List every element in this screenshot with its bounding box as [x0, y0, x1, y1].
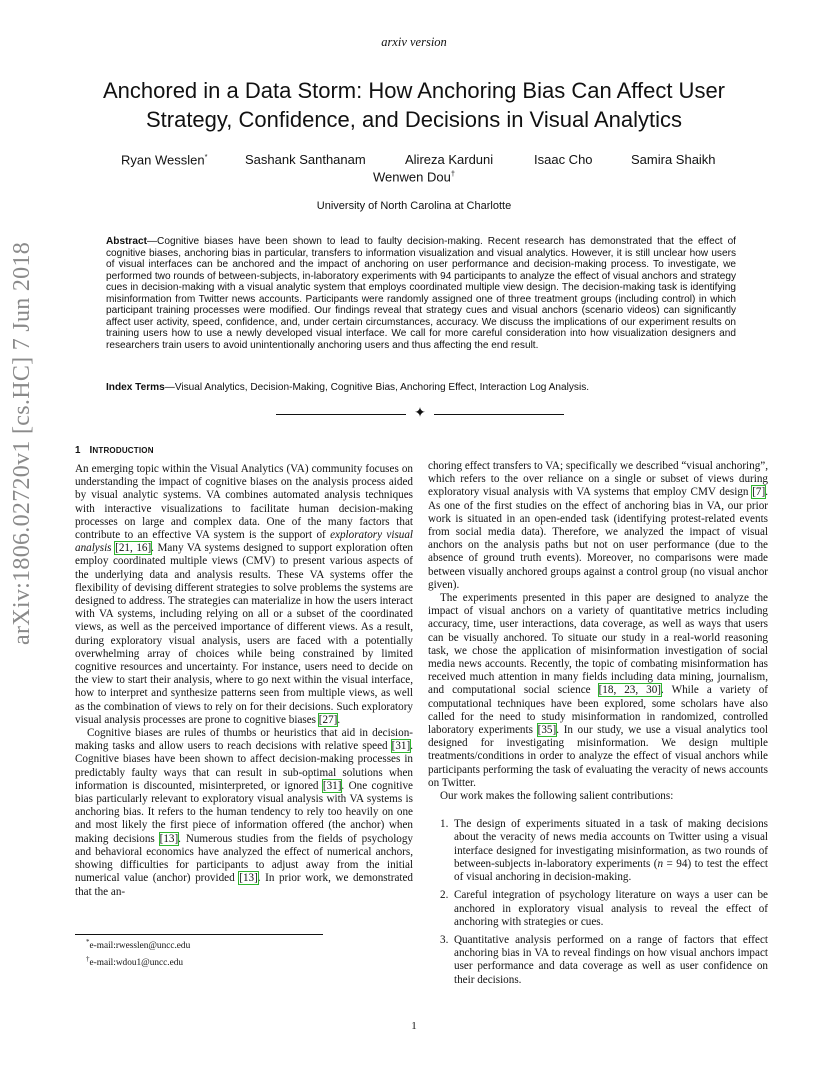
affiliation: University of North Carolina at Charlotte — [316, 200, 512, 212]
citation-link[interactable]: [31] — [322, 779, 342, 792]
divider-line — [434, 414, 564, 415]
section-heading: 1 INTRODUCTION — [75, 445, 154, 456]
citation-link[interactable]: [35] — [537, 724, 557, 737]
page-number: 1 — [411, 1020, 417, 1032]
running-header: arxiv version — [381, 35, 447, 49]
author-name: Wenwen Dou† — [373, 169, 455, 185]
footnotes — [86, 936, 190, 970]
left-column — [75, 463, 413, 899]
contributions-list — [428, 818, 768, 986]
footnote-separator — [75, 934, 323, 935]
citation-link[interactable]: [7] — [752, 486, 766, 499]
citation-link[interactable]: [31] — [391, 740, 411, 753]
divider-line — [276, 414, 406, 415]
author-name: Ryan Wesslen* — [121, 152, 208, 168]
list-item: 2. Careful integration of psychology literature on ways a user can be anchored in exploratory visual analysis to reveal the effect of anchoring with strategies or cues. — [440, 889, 768, 928]
divider-ornament-icon: ✦ — [414, 406, 426, 421]
author-name: Isaac Cho — [534, 152, 593, 167]
arxiv-identifier-stamp: arXiv:1806.02720v1 [cs.HC] 7 Jun 2018 — [9, 241, 35, 645]
abstract — [106, 236, 736, 351]
list-item: 1. The design of experiments situated in a task of making decisions about the veracity of news media accounts on Twitter using a visual interface designed for investigating misinformation, as two rounds of between-subjects in-laboratory experiments (n = 94) to test the effect of visual anchoring in decision-making. — [440, 818, 768, 884]
paragraph: Cognitive biases are rules of thumbs or heuristics that aid in decision-making tasks and allow users to reach decisions with relative speed [31]. Cognitive biases have been shown to affect decision-making processes in predictably faulty ways that can result in sub-optimal solutions when information is discounted, misinterpreted, or ignored [31]. One cognitive bias particularly relevant to exploratory visual analysis with VA systems is anchoring bias. It refers to the human tendency to rely too heavily on one and most likely the first piece of information offered (the anchor) when making decisions [13]. Numerous studies from the fields of psychology and behavioral economics have analyzed the effect of numerical anchors, showing difficulties for participants to adjust away from the initial numerical value (anchor) provided [13]. In prior work, we demonstrated that the an- — [75, 727, 413, 898]
citation-link[interactable]: [27] — [318, 713, 338, 726]
index-terms-text: —Visual Analytics, Decision-Making, Cognitive Bias, Anchoring Effect, Interaction Log Analysis. — [164, 382, 590, 393]
paragraph: An emerging topic within the Visual Analytics (VA) community focuses on understanding the impact of cognitive biases on the analysis process aided by visual analytic systems. VA combines automated analysis techniques with interactive visualizations to facilitate human decision-making processes on large and complex data. One of the many factors that contribute to an effective VA system is the support of exploratory visual analysis [21, 16]. Many VA systems designed to support exploration often employ coordinated multiple views (CMV) to present various aspects of the underlying data and analysis results. These VA systems offer the flexibility of devising different strategies to solve problems the systems are designed to address. The strategies can materialize in how the users interact with VA systems, including relying on all or a subset of the coordinated views, as well as the perceived importance of different views. As a result, during exploratory visual analysis, users are faced with a potentially overwhelming array of choices while being constrained by limited cognitive resources and uncertainty. For instance, users need to decide on the view to start their analysis, where to go next within the visual interface, how to interpret and synthesize patterns seen from multiple views, as well as the combination of views to rely on for their decisions. Such exploratory visual analysis processes are prone to cognitive biases [27]. — [75, 463, 414, 726]
citation-link[interactable]: [13] — [159, 832, 179, 845]
paragraph: Our work makes the following salient contributions: — [440, 790, 674, 803]
footnote-mark: † — [450, 169, 455, 178]
list-item: 3. Quantitative analysis performed on a range of factors that effect anchoring bias in VA to reveal findings on how visual anchors impact user performance and data coverage as well as user confidence on their decisions. — [440, 933, 768, 986]
right-column — [428, 460, 768, 992]
author-name: Sashank Santhanam — [245, 152, 366, 167]
citation-link[interactable]: [21, 16] — [115, 542, 152, 555]
paragraph: The experiments presented in this paper are designed to analyze the impact of visual anchors on a variety of quantitative metrics including accuracy, time, user interactions, data coverage, as well as ways that users can be visually anchored. To situate our study in a real-world reasoning task, we chose the application of misinformation investigation of social media news accounts. Recently, the topic of combating misinformation has received much attention in many fields including data mining, journalism, and computational social science [18, 23, 30]. While a variety of computational techniques have been explored, some scholars have also called for the need to study misinformation in randomized, controlled laboratory experiments [35]. In our study, we use a visual analytics tool designed for investigating misinformation. We design multiple treatments/conditions in order to analyze the effect of visual anchors while participants performing the task of evaluating the veracity of news accounts on Twitter. — [428, 592, 768, 789]
section-divider — [276, 408, 564, 422]
abstract-text: —Cognitive biases have been shown to lead to faulty decision-making. Recent research has demonstrated that the effect of cognitive biases, anchoring bias in particular, transfers to information visualization and visual analytics. However, it is still unclear how users of visual interfaces can be anchored and the impact of anchoring on user performance and decision-making process. To investigate, we performed two rounds of between-subjects, in-laboratory experiments with 94 participants to analyze the effect of visual anchors and strategy cues in decision-making with a visual analytic system that employs coordinated multiple view design. The decision-making task is identifying misinformation from Twitter news accounts. Participants were randomly assigned one of three treatment groups (including control) in which participant training processes were modified. Our findings reveal that strategy cues and visual anchors (scenario videos) can significantly affect user activity, speed, confidence, and, under certain circumstances, accuracy. We discuss the implications of our experiment results on training users how to use a newly developed visual interface. We call for more careful consideration into how visualization designers and researchers train users to avoid unintentionally anchoring users and thus affecting the end result. — [106, 236, 736, 351]
footnote: *e-mail:rwesslen@uncc.edu — [86, 938, 191, 952]
author-name: Samira Shaikh — [631, 152, 716, 167]
author-name: Alireza Karduni — [405, 152, 494, 167]
footnote: †e-mail:wdou1@uncc.edu — [86, 955, 183, 969]
paragraph: choring effect transfers to VA; specifically we described “visual anchoring”, which refers to the over reliance on a single or subset of views during exploratory visual analysis with VA systems that employ CMV design [7]. As one of the first studies on the effect of anchoring bias in VA, our prior work is situated in an open-ended task (identifying protest-related events from social media data). Therefore, we analyzed the impact of visual anchors on the analysis paths but not on user performance (due to the absence of ground truth events). Moreover, no comparisons were made between visually anchored groups against a control group (no visual anchor given). — [428, 460, 768, 591]
index-terms — [106, 382, 736, 394]
citation-link[interactable]: [18, 23, 30] — [598, 684, 662, 697]
footnote-mark: * — [204, 152, 208, 161]
author-list — [0, 152, 828, 168]
citation-link[interactable]: [13] — [239, 872, 258, 885]
abstract-label: Abstract — [106, 236, 147, 247]
index-terms-label: Index Terms — [106, 382, 165, 393]
paper-title: Anchored in a Data Storm: How Anchoring Bias Can Affect User Strategy, Confidence, and Decisions in Visual Analytics — [102, 78, 725, 132]
